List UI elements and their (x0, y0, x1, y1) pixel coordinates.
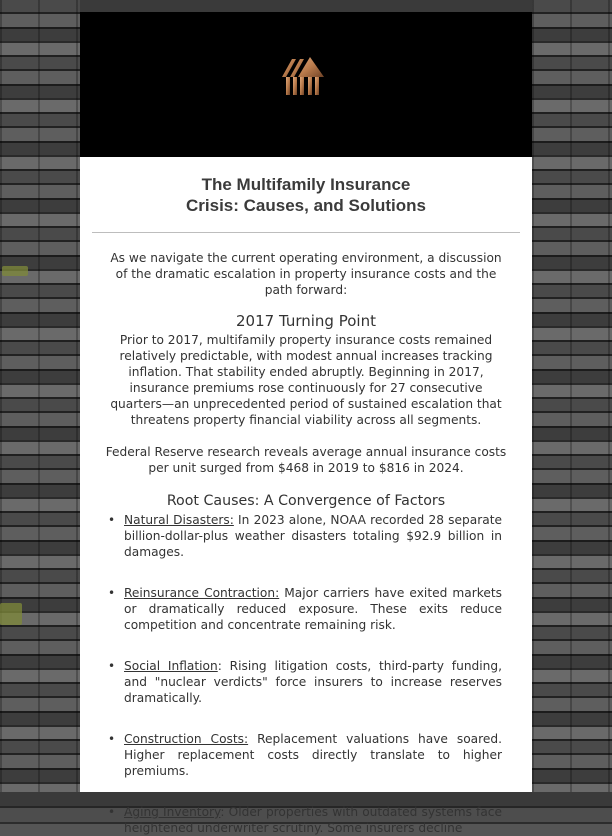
bullet-text: : Rising litigation costs, third-party funding, and "nuclear verdicts" force insurers to increase reserves dramatically. (124, 659, 502, 705)
bullet-term: Aging Inventory (124, 805, 221, 819)
bullet-term: Social Inflation (124, 659, 218, 673)
bullet-text: : Older properties with outdated systems face heightened underwriter scrutiny. Some insurers decline (124, 805, 503, 835)
bullet-text: Major carriers have exited markets or dramatically reduced exposure. These exits reduce competition and concentrate remaining risk. (124, 586, 503, 632)
moss-patch (0, 603, 22, 625)
federal-reserve-paragraph: Federal Reserve research reveals average annual insurance costs per unit surged from $468 in 2019 to $816 in 2024. (105, 445, 507, 475)
bullet-term: Reinsurance Contraction: (124, 586, 280, 600)
root-causes-list (80, 512, 532, 836)
header-banner (80, 12, 532, 157)
page-title (80, 174, 532, 216)
divider (92, 232, 520, 233)
house-logo-icon (280, 55, 330, 97)
moss-patch (2, 266, 28, 276)
list-item: • Natural Disasters: In 2023 alone, NOAA recorded 28 separate billion-dollar-plus weather disasters totaling $92.9 billion in damages. (108, 513, 502, 559)
turning-point-paragraph: Prior to 2017, multifamily property insurance costs remained relatively predictable, with modest annual increases tracking inflation. That stability ended abruptly. Beginning in 2017, insurance premiums rose continuously for 27 consecutive quarters—an unprecedented period of sustained escalation that threatens property financial viability across all segments. (110, 333, 502, 427)
section-heading-root-causes: Root Causes: A Convergence of Factors (166, 493, 446, 509)
list-item: • Reinsurance Contraction: Major carriers have exited markets or dramatically reduced exposure. These exits reduce competition and concentrate remaining risk. (108, 586, 503, 632)
list-item: • Construction Costs: Replacement valuations have soared. Higher replacement costs directly translate to higher premiums. (108, 732, 502, 778)
stone-wall-right (532, 0, 612, 792)
list-item: • Aging Inventory: Older properties with outdated systems face heightened underwriter scrutiny. Some insurers decline (108, 805, 503, 835)
list-item: • Social Inflation: Rising litigation costs, third-party funding, and "nuclear verdicts" force insurers to increase reserves dramatically. (108, 659, 502, 705)
bullet-term: Natural Disasters: (124, 513, 234, 527)
bullet-text: In 2023 alone, NOAA recorded 28 separate billion-dollar-plus weather disasters totaling $92.9 billion in damages. (124, 513, 502, 559)
stone-wall-left (0, 0, 80, 792)
title-line-1: The Multifamily Insurance (201, 175, 411, 194)
newsletter-page (80, 12, 532, 835)
bullet-term: Construction Costs: (124, 732, 249, 746)
title-line-2: Crisis: Causes, and Solutions (186, 196, 426, 215)
section-heading-turning-point: 2017 Turning Point (236, 312, 376, 330)
intro-paragraph: As we navigate the current operating environment, a discussion of the dramatic escalation in property insurance costs and the path forward: (110, 251, 502, 297)
bullet-text: Replacement valuations have soared. Higher replacement costs directly translate to higher premiums. (124, 732, 502, 778)
